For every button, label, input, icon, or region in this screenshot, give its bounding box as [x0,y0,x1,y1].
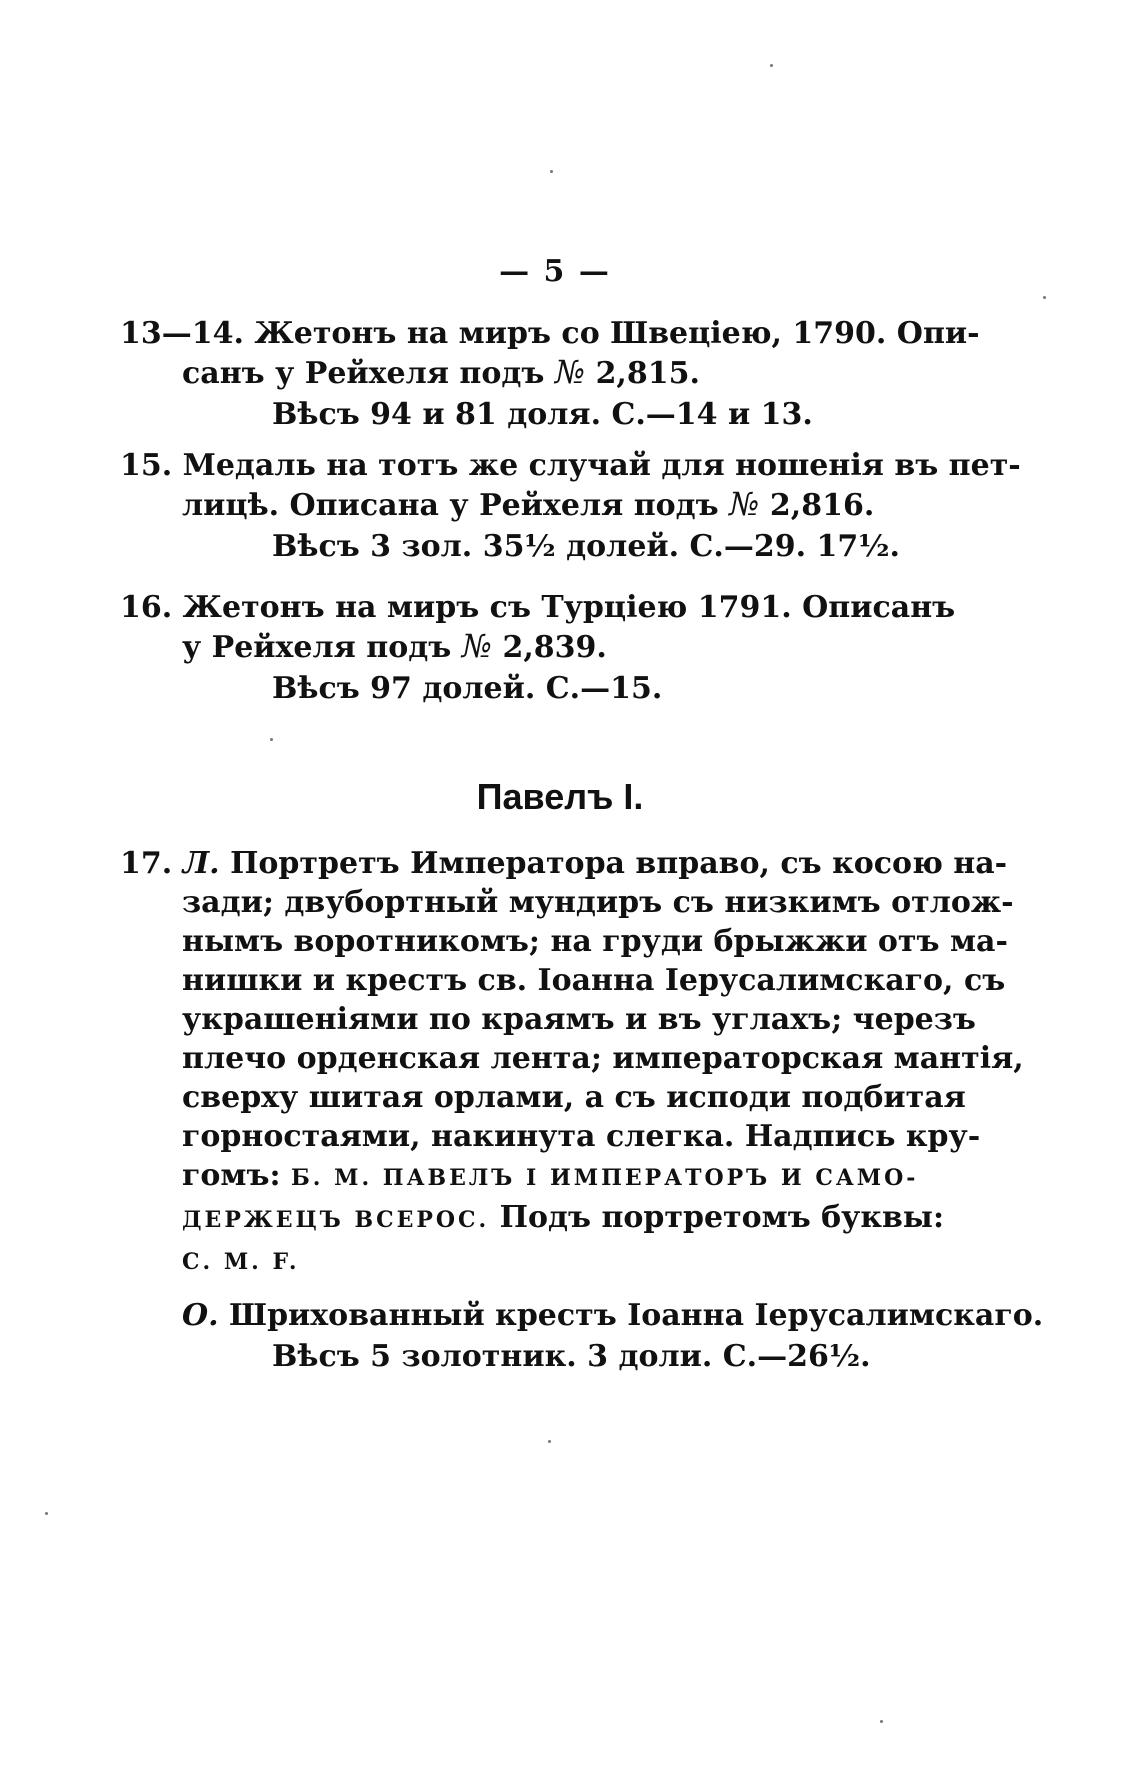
number-sign: № [729,485,760,523]
entry-line [120,844,1008,883]
scan-speck [270,738,273,741]
entry-number: 17. [120,846,173,881]
entry-line: сверху шитая орлами, а съ исподи подбитая [182,1080,966,1115]
entry-line: горностаями, накинута слегка. Надпись кру- [182,1119,981,1154]
catalog-entry-15 [120,446,1021,566]
entry-line: нымъ воротникомъ; на груди брыжжи отъ ма- [182,924,1008,959]
entry-line: нишки и крестъ св. Iоанна Iерусалимскаго, съ [182,963,1006,998]
entry-text: Подъ портретомъ буквы: [499,1200,945,1235]
entry-line [120,485,875,525]
entry-line: 15. Медаль на тотъ же случай для ношенiя въ пет- [120,448,1021,483]
obverse-marker: Л. [182,846,220,881]
entry-weight: Вѣсъ 97 долей. С.—15. [272,671,663,706]
entry-line [120,1240,790,1282]
legend-text: Б. М. ПАВЕЛЪ I ИМПЕРАТОРЪ И САМО- [291,1165,919,1191]
entry-line [120,1296,1044,1335]
entry-weight: Вѣсъ 3 зол. 35½ долей. С.—29. 17½. [272,529,900,564]
scan-speck [548,1440,551,1443]
entry-line: 16. Жетонъ на миръ съ Турцiею 1791. Описанъ [120,590,956,625]
entry-line [120,627,790,667]
entry-catalog-number: 2,839. [502,630,607,665]
legend-prefix: гомъ: [182,1158,281,1193]
number-sign: № [554,353,586,391]
entry-text: у Рейхеля подъ [182,630,452,665]
scan-speck [1043,296,1046,299]
entry-text: лицѣ. Описана у Рейхеля подъ [182,488,719,523]
catalog-entry-13-14 [120,314,980,434]
entry-line: украшенiями по краямъ и въ углахъ; черезъ [182,1002,976,1037]
entry-line: 13—14. Жетонъ на миръ со Швецiею, 1790. Опи- [120,316,980,351]
entry-weight: Вѣсъ 94 и 81 доля. С.—14 и 13. [272,397,813,432]
entry-text: Шрихованный крестъ Iоанна Iерусалимскаго. [229,1298,1044,1333]
entry-line: плечо орденская лента; императорская мантiя, [182,1041,1024,1076]
reverse-marker: О. [182,1298,219,1333]
entry-text: Портретъ Императора вправо, съ косою на- [230,846,1008,881]
entry-line: зади; двубортный мундиръ съ низкимъ отлож- [182,885,1014,920]
scan-speck [770,64,773,67]
catalog-entry-17 [120,844,1044,1376]
entry-catalog-number: 2,816. [769,488,875,523]
entry-weight: Вѣсъ 5 золотник. 3 доли. С.—26½. [272,1339,871,1374]
catalog-entry-16 [120,588,956,708]
entry-line [120,1198,945,1240]
scan-speck [880,1720,883,1723]
section-title: Павелъ I. [476,776,644,817]
entry-text: санъ у Рейхеля подъ [182,356,545,391]
scan-speck [550,170,553,173]
entry-line [120,353,790,393]
entry-catalog-number: 2,815. [595,356,700,391]
portrait-letters: С. М. F. [182,1249,300,1275]
page-number: — 5 — [499,254,611,289]
number-sign: № [461,627,492,665]
entry-line [120,1156,919,1198]
scan-speck [45,1512,48,1515]
legend-text: ДЕРЖЕЦЪ ВСЕРОС. [182,1207,490,1233]
